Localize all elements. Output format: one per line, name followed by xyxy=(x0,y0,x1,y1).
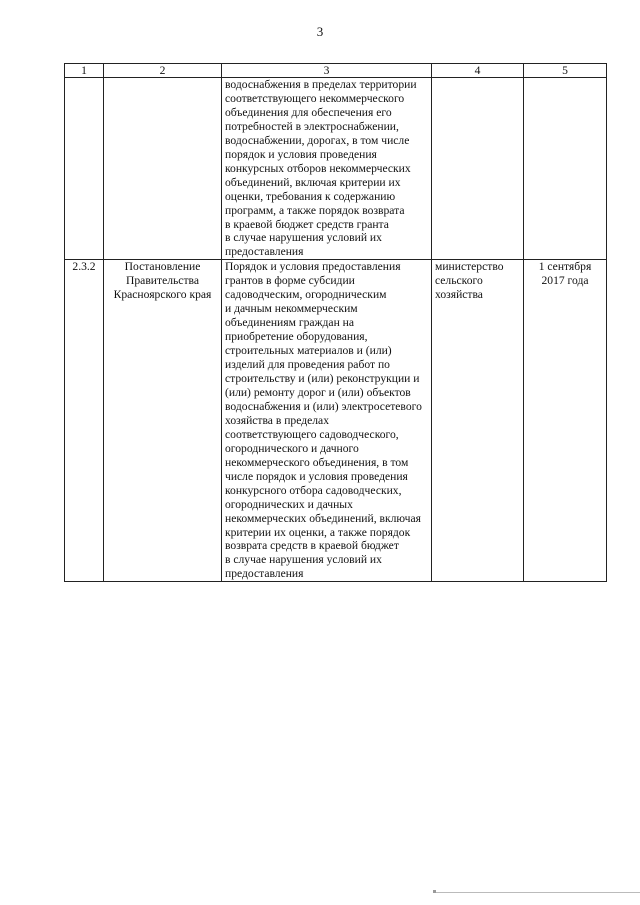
document-line: Постановление xyxy=(124,260,201,274)
deadline-line: 1 сентября xyxy=(538,260,592,274)
text-line: конкурсного отбора садоводческих, xyxy=(225,483,402,497)
scan-edge-line xyxy=(433,892,640,893)
text-line: строительных материалов и (или) xyxy=(225,344,392,358)
text-line: садоводческим, огородническим xyxy=(225,288,387,302)
column-header-4: 4 xyxy=(432,64,524,78)
responsible-line: сельского xyxy=(435,274,483,288)
text-line: грантов в форме субсидии xyxy=(225,274,355,288)
text-line: изделий для проведения работ по xyxy=(225,358,390,372)
text-line: Порядок и условия предоставления xyxy=(225,260,401,274)
table-header-row xyxy=(65,64,607,78)
text-line: соответствующего некоммерческого xyxy=(225,91,405,105)
row-document xyxy=(104,260,222,582)
text-line: предоставления xyxy=(225,567,304,581)
text-line: в случае нарушения условий их xyxy=(225,231,382,245)
text-line: возврата средств в краевой бюджет xyxy=(225,539,399,553)
row-deadline xyxy=(524,260,607,582)
document-line: Правительства xyxy=(126,274,199,288)
cell-number-empty xyxy=(65,78,104,260)
text-line: конкурсных отборов некоммерческих xyxy=(225,161,411,175)
text-line: предоставления xyxy=(225,245,304,259)
scan-edge-mark xyxy=(433,890,436,893)
text-line: соответствующего садоводческого, xyxy=(225,427,399,441)
text-line: объединениям граждан на xyxy=(225,316,355,330)
text-line: хозяйства в пределах xyxy=(225,413,329,427)
column-header-3: 3 xyxy=(222,64,432,78)
responsible-line: хозяйства xyxy=(435,288,483,302)
cell-document-empty xyxy=(104,78,222,260)
row-content xyxy=(222,260,432,582)
table-row xyxy=(65,260,607,582)
row-number: 2.3.2 xyxy=(65,260,104,582)
text-line: объединения для обеспечения его xyxy=(225,105,392,119)
row-responsible xyxy=(432,260,524,582)
document-table xyxy=(64,63,607,582)
text-line: программ, а также порядок возврата xyxy=(225,203,405,217)
text-line: водоснабжения в пределах территории xyxy=(225,78,417,91)
document-line: Красноярского края xyxy=(113,288,212,302)
page-number: 3 xyxy=(316,24,324,39)
cell-deadline-empty xyxy=(524,78,607,260)
text-line: некоммерческих объединений, включая xyxy=(225,511,421,525)
text-line: оценки, требования к содержанию xyxy=(225,189,396,203)
text-line: числе порядок и условия проведения xyxy=(225,469,408,483)
cell-responsible-empty xyxy=(432,78,524,260)
column-header-2: 2 xyxy=(104,64,222,78)
text-line: водоснабжения и (или) электросетевого xyxy=(225,399,422,413)
text-line: некоммерческого объединения, в том xyxy=(225,455,409,469)
column-header-1: 1 xyxy=(65,64,104,78)
table-row-continuation xyxy=(65,78,607,260)
text-line: (или) ремонту дорог и (или) объектов xyxy=(225,385,411,399)
deadline-line: 2017 года xyxy=(541,274,589,288)
text-line: в случае нарушения условий их xyxy=(225,553,382,567)
responsible-line: министерство xyxy=(435,260,504,274)
text-line: порядок и условия проведения xyxy=(225,147,377,161)
text-line: потребностей в электроснабжении, xyxy=(225,119,399,133)
text-line: строительству и (или) реконструкции и xyxy=(225,372,420,386)
text-line: в краевой бюджет средств гранта xyxy=(225,217,389,231)
text-line: водоснабжении, дорогах, в том числе xyxy=(225,133,410,147)
text-line: огороднических и дачных xyxy=(225,497,353,511)
text-line: объединений, включая критерии их xyxy=(225,175,401,189)
text-line: и дачным некоммерческим xyxy=(225,302,358,316)
column-header-5: 5 xyxy=(524,64,607,78)
text-line: огороднического и дачного xyxy=(225,441,359,455)
text-line: критерии их оценки, а также порядок xyxy=(225,525,411,539)
text-line: приобретение оборудования, xyxy=(225,330,368,344)
cell-content xyxy=(222,78,432,260)
